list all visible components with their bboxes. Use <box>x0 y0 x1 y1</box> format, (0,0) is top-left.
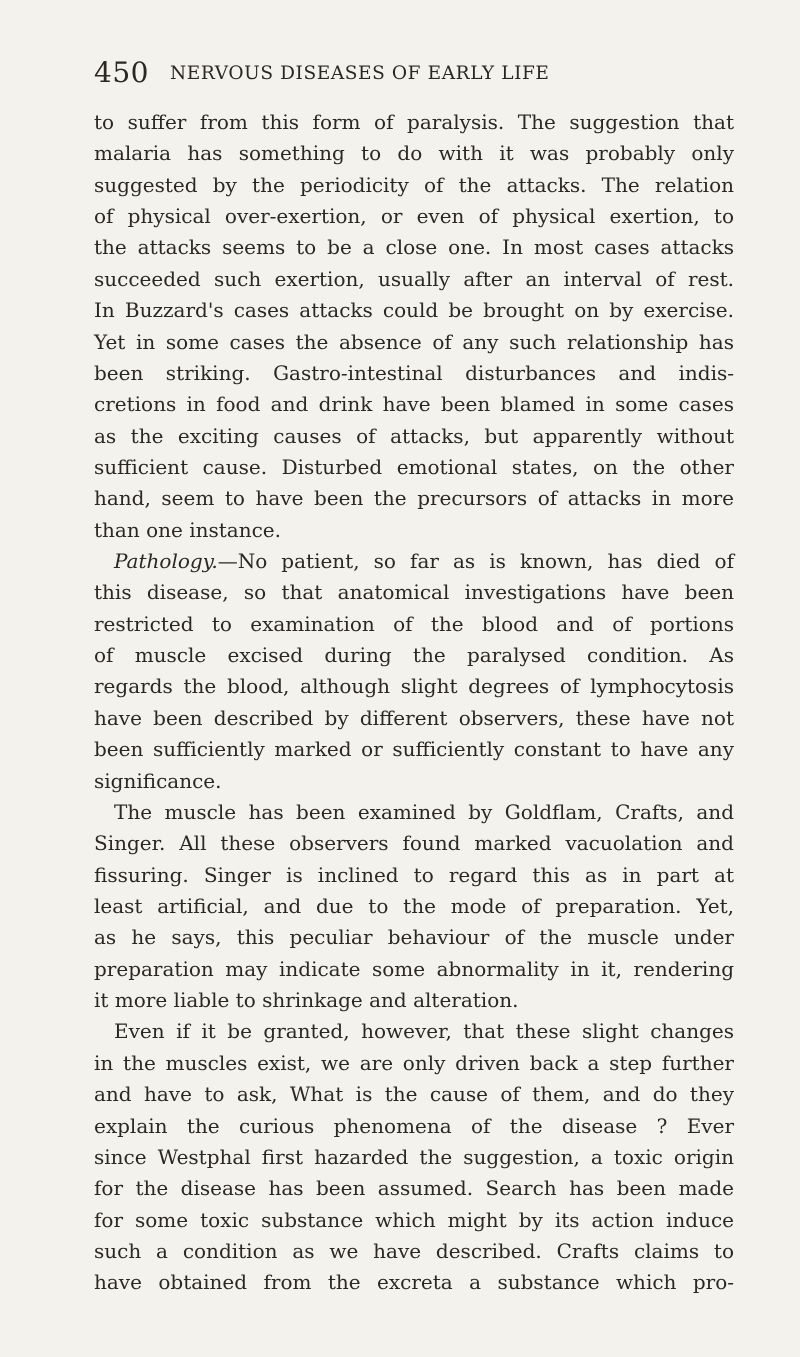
text-line: the attacks seems to be a close one. In most cases attacks <box>94 235 734 260</box>
pathology-heading: Pathology. <box>114 549 218 574</box>
text-line: regards the blood, although slight degrees of lymphocytosis <box>94 674 734 699</box>
text-line: since Westphal first hazarded the suggestion, a toxic origin <box>94 1144 734 1169</box>
text-line: of physical over-exertion, or even of physical exertion, to <box>94 204 734 229</box>
text-line: of muscle excised during the paralysed condition. As <box>94 643 734 668</box>
text-line: suggested by the periodicity of the attacks. The relation <box>94 172 734 197</box>
text-line: for some toxic substance which might by its action induce <box>94 1207 734 1232</box>
text-line: Even if it be granted, however, that these slight changes <box>114 1019 734 1044</box>
text-line: succeeded such exertion, usually after an interval of rest. <box>94 266 734 291</box>
text-line: least artificial, and due to the mode of preparation. Yet, <box>94 893 734 918</box>
text-line: The muscle has been examined by Goldflam, Crafts, and <box>114 799 734 824</box>
text-line: restricted to examination of the blood and of portions <box>94 611 734 636</box>
text-line: sufficient cause. Disturbed emotional states, on the other <box>94 454 734 479</box>
text-line: in the muscles exist, we are only driven back a step further <box>94 1050 734 1075</box>
text-line: and have to ask, What is the cause of them, and do they <box>94 1082 734 1107</box>
pathology-first-line-text: —No patient, so far as is known, has died of <box>217 549 734 574</box>
text-line: to suffer from this form of paralysis. The suggestion that <box>94 110 734 134</box>
text-line: been striking. Gastro-intestinal disturbances and indis- <box>94 360 734 385</box>
text-line: than one instance. <box>94 517 281 542</box>
text-line: for the disease has been assumed. Search has been made <box>94 1176 734 1201</box>
pathology-first-line <box>94 546 734 577</box>
text-line: it more liable to shrinkage and alteration. <box>94 988 519 1013</box>
running-head <box>94 56 734 90</box>
text-line: as the exciting causes of attacks, but apparently without <box>94 423 734 448</box>
text-line: In Buzzard's cases attacks could be brought on by exercise. <box>94 298 734 323</box>
body-text <box>94 107 734 1299</box>
text-line: have obtained from the excreta a substance which pro- <box>94 1270 734 1295</box>
text-line: cretions in food and drink have been blamed in some cases <box>94 392 734 417</box>
text-line: have been described by different observers, these have not <box>94 705 734 730</box>
text-line: been sufficiently marked or sufficiently constant to have any <box>94 737 734 762</box>
page-number: 450 <box>94 56 149 89</box>
text-line: preparation may indicate some abnormality in it, rendering <box>94 956 734 981</box>
text-line: explain the curious phenomena of the disease ? Ever <box>94 1113 734 1138</box>
text-line: such a condition as we have described. Crafts claims to <box>94 1238 734 1263</box>
text-line: this disease, so that anatomical investigations have been <box>94 580 734 605</box>
text-line: as he says, this peculiar behaviour of the muscle under <box>94 925 734 950</box>
text-line: Singer. All these observers found marked vacuolation and <box>94 831 734 856</box>
text-line: significance. <box>94 768 222 793</box>
text-line: Yet in some cases the absence of any such relationship has <box>94 329 734 354</box>
text-line: malaria has something to do with it was probably only <box>94 141 734 166</box>
text-line: fissuring. Singer is inclined to regard this as in part at <box>94 862 734 887</box>
running-title: NERVOUS DISEASES OF EARLY LIFE <box>170 63 550 84</box>
text-line: hand, seem to have been the precursors of attacks in more <box>94 486 734 511</box>
